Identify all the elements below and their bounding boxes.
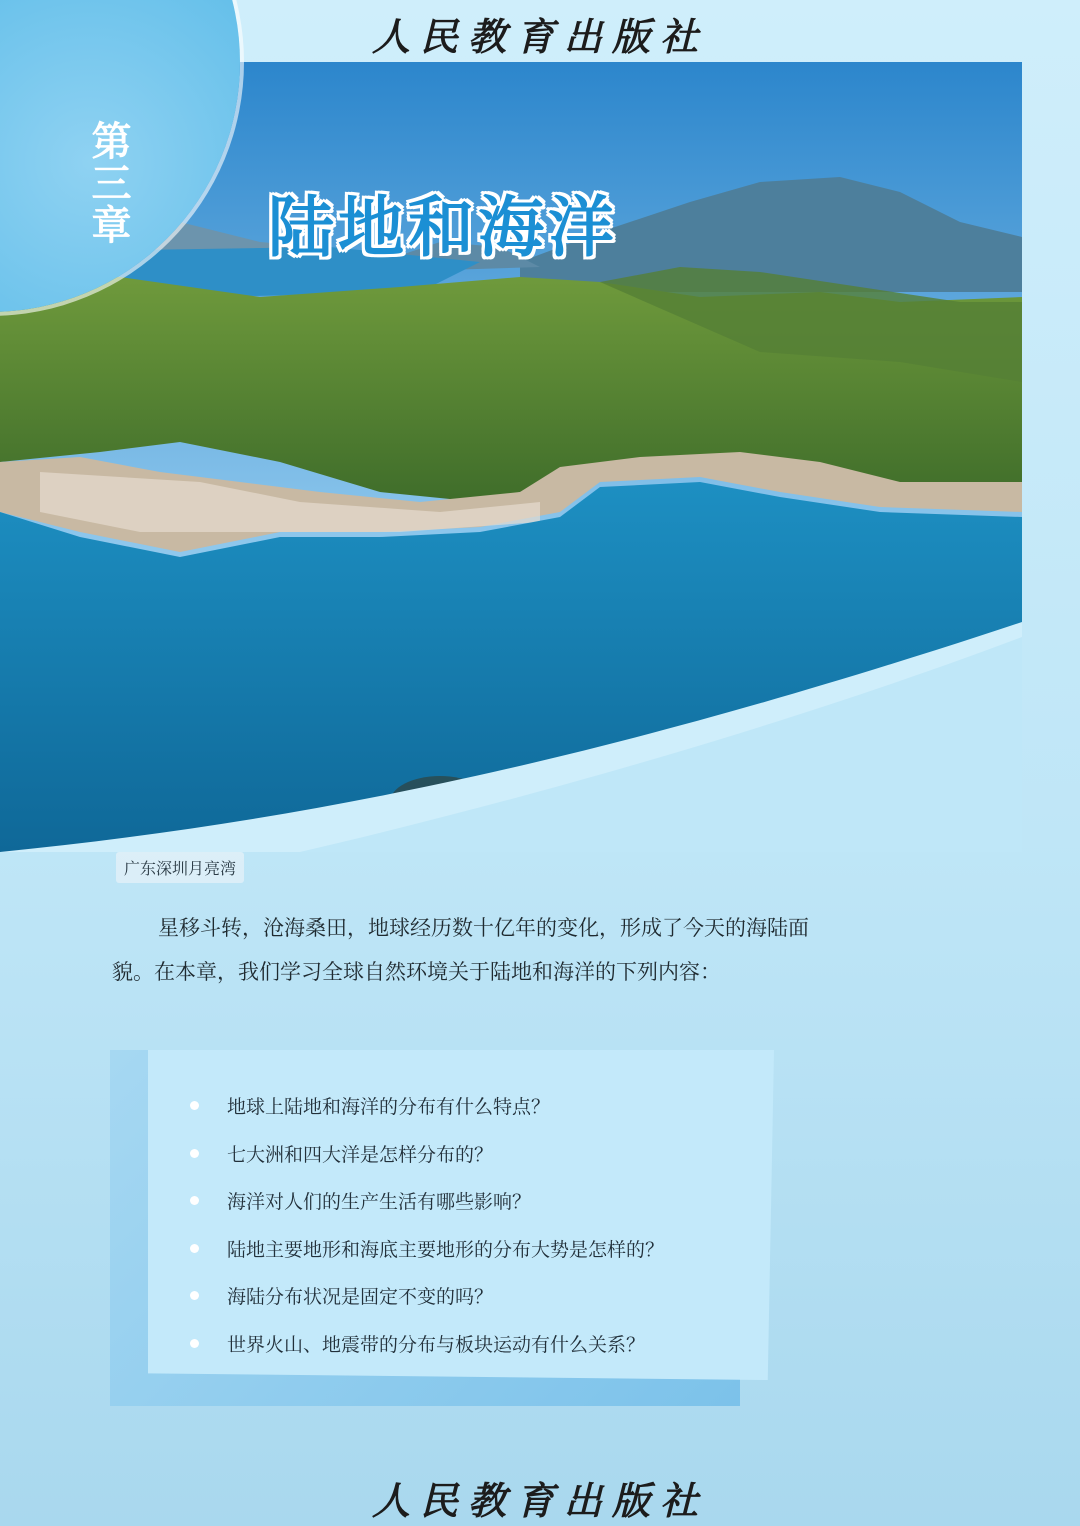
bullet-icon <box>190 1196 199 1205</box>
question-item <box>190 1272 770 1320</box>
bullet-icon <box>190 1101 199 1110</box>
bullet-icon <box>190 1339 199 1348</box>
bullet-icon <box>190 1291 199 1300</box>
question-text: 世界火山、地震带的分布与板块运动有什么关系？ <box>227 1333 646 1356</box>
intro-paragraph: 星移斗转，沧海桑田，地球经历数十亿年的变化，形成了今天的海陆面貌。在本章，我们学习全球自然环境关于陆地和海洋的下列内容： <box>112 916 809 984</box>
question-item <box>190 1320 770 1368</box>
question-text: 海洋对人们的生产生活有哪些影响？ <box>227 1191 532 1214</box>
questions-list <box>190 1082 770 1367</box>
question-text: 地球上陆地和海洋的分布有什么特点？ <box>227 1096 551 1119</box>
question-item <box>190 1225 770 1273</box>
chapter-title: 陆地和海洋 <box>268 189 618 266</box>
question-item <box>190 1082 770 1130</box>
publisher-logo-top: 人民教育出版社 <box>371 14 708 59</box>
bullet-icon <box>190 1149 199 1158</box>
chapter-photo <box>0 62 1022 878</box>
question-text: 七大洲和四大洋是怎样分布的？ <box>227 1143 494 1166</box>
question-text: 海陆分布状况是固定不变的吗？ <box>227 1286 494 1309</box>
question-text: 陆地主要地形和海底主要地形的分布大势是怎样的？ <box>227 1238 665 1261</box>
question-item <box>190 1130 770 1178</box>
bullet-icon <box>190 1244 199 1253</box>
question-item <box>190 1177 770 1225</box>
photo-caption: 广东深圳月亮湾 <box>116 852 244 883</box>
chapter-number-label: 第三章 <box>85 120 132 246</box>
publisher-logo-bottom: 人民教育出版社 <box>371 1478 708 1523</box>
